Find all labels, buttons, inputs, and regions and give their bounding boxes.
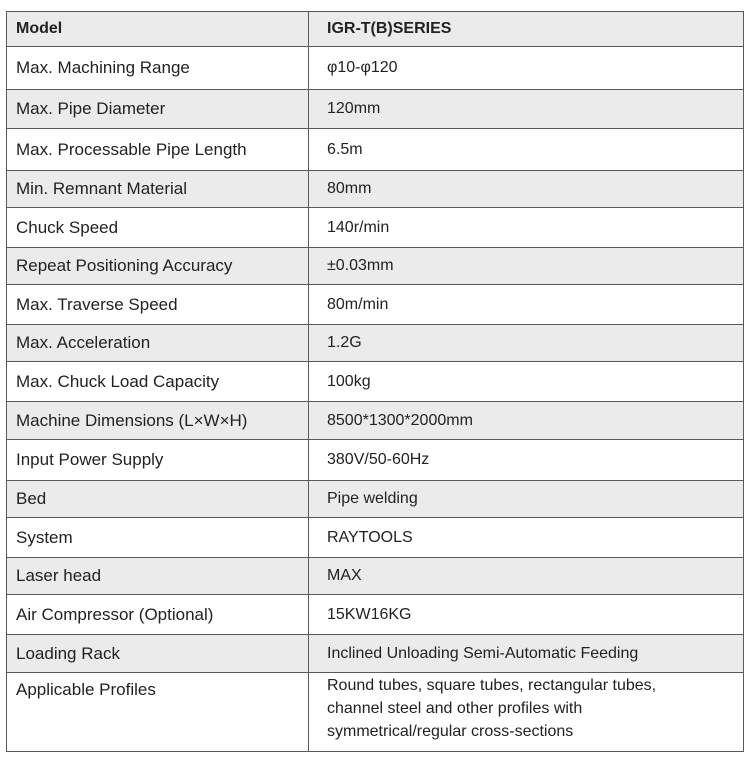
header-key: Model [7,12,309,47]
table-row [7,171,744,208]
table-row [7,673,744,752]
spec-label: Max. Traverse Speed [7,285,309,325]
spec-label: Max. Acceleration [7,325,309,362]
spec-label: Laser head [7,558,309,595]
table-row [7,47,744,90]
table-row [7,325,744,362]
spec-label: Repeat Positioning Accuracy [7,248,309,285]
spec-label: Max. Chuck Load Capacity [7,362,309,402]
spec-table [6,11,744,752]
table-row [7,635,744,673]
table-row [7,90,744,129]
table-row [7,595,744,635]
spec-label: Air Compressor (Optional) [7,595,309,635]
spec-value: 6.5m [309,129,744,171]
table-row [7,129,744,171]
spec-value: 100kg [309,362,744,402]
spec-value: RAYTOOLS [309,518,744,558]
spec-value: 8500*1300*2000mm [309,402,744,440]
spec-value: MAX [309,558,744,595]
spec-label: Min. Remnant Material [7,171,309,208]
spec-label: Applicable Profiles [7,673,309,752]
spec-value: Pipe welding [309,481,744,518]
spec-label: Chuck Speed [7,208,309,248]
spec-value: ±0.03mm [309,248,744,285]
spec-label: System [7,518,309,558]
table-row [7,285,744,325]
table-header-row [7,12,744,47]
spec-value: 1.2G [309,325,744,362]
spec-value-line: Round tubes, square tubes, rectangular tubes, [327,677,657,694]
spec-value [309,673,744,752]
table-row [7,208,744,248]
spec-label: Max. Pipe Diameter [7,90,309,129]
spec-label: Max. Machining Range [7,47,309,90]
spec-value-line: symmetrical/regular cross-sections [327,723,574,740]
spec-value: Inclined Unloading Semi-Automatic Feeding [309,635,744,673]
spec-label: Input Power Supply [7,440,309,481]
spec-value: 120mm [309,90,744,129]
spec-value-line: channel steel and other profiles with [327,700,583,717]
table-row [7,440,744,481]
spec-value: 380V/50-60Hz [309,440,744,481]
spec-value: 15KW16KG [309,595,744,635]
spec-value: φ10-φ120 [309,47,744,90]
table-row [7,558,744,595]
spec-value: 80mm [309,171,744,208]
spec-value: 80m/min [309,285,744,325]
spec-label: Max. Processable Pipe Length [7,129,309,171]
spec-label: Machine Dimensions (L×W×H) [7,402,309,440]
spec-value: 140r/min [309,208,744,248]
table-row [7,481,744,518]
table-row [7,402,744,440]
spec-label: Loading Rack [7,635,309,673]
table-row [7,248,744,285]
table-row [7,362,744,402]
table-row [7,518,744,558]
header-value: IGR-T(B)SERIES [309,12,744,47]
spec-label: Bed [7,481,309,518]
